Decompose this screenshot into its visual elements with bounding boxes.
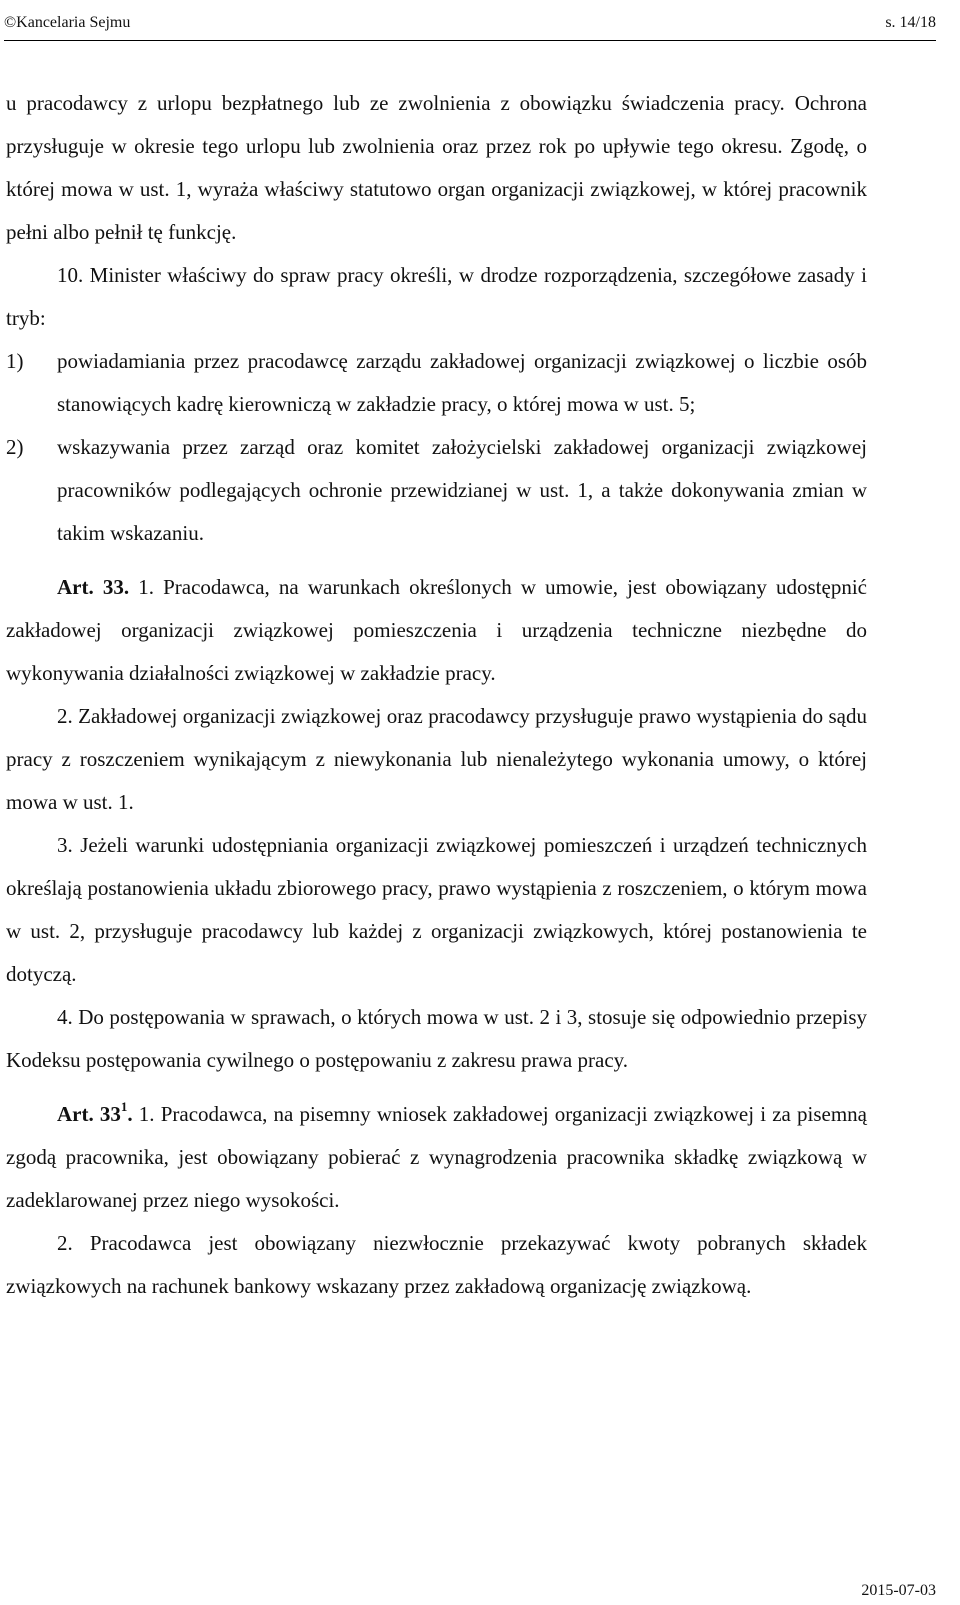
- article-33-1-paragraph-1: [6, 1093, 867, 1222]
- article-33-1-text: 1. Pracodawca, na pisemny wniosek zakładowej organizacji związkowej i za pisemną zgodą pracownika, jest obowiązany pobierać z wynagrodzenia pracownika składkę związkową w zadeklarowanej przez niego wysokości.: [6, 1102, 867, 1212]
- document-body: [6, 82, 867, 1308]
- article-33-label: Art. 33.: [57, 575, 130, 599]
- article-33-paragraph-2: 2. Zakładowej organizacji związkowej oraz pracodawcy przysługuje prawo wystąpienia do sądu pracy z roszczeniem wynikającym z niewykonania lub nienależytego wykonania umowy, o której mowa w ust. 1.: [6, 704, 867, 814]
- article-33-1-superscript: 1: [120, 1099, 128, 1114]
- article-33-1-label: [57, 1099, 133, 1126]
- list-item-text: wskazywania przez zarząd oraz komitet założycielski zakładowej organizacji związkowej pracowników podlegających ochronie przewidzianej w ust. 1, a także dokonywania zmian w takim wskazaniu.: [57, 435, 867, 545]
- list-item-number: 1): [6, 349, 24, 373]
- article-33-1-label-dot: .: [127, 1102, 133, 1126]
- paragraph-continuation: u pracodawcy z urlopu bezpłatnego lub ze zwolnienia z obowiązku świadczenia pracy. Ochrona przysługuje w okresie tego urlopu lub zwolnienia oraz przez rok po upływie tego okresu. Zgodę, o której mowa w ust. 1, wyraża właściwy statutowo organ organizacji związkowej, w której pracownik pełni albo pełnił tę funkcję.: [6, 91, 867, 244]
- article-33-text: 1. Pracodawca, na warunkach określonych w umowie, jest obowiązany udostępnić zakładowej organizacji związkowej pomieszczenia i urządzenia techniczne niezbędne do wykonywania działalności związkowej w zakładzie pracy.: [6, 575, 867, 685]
- list-item: [6, 340, 867, 426]
- header-page-number: s. 14/18: [885, 14, 936, 31]
- article-33-1-label-text: Art. 33: [57, 1102, 121, 1126]
- list-item-text: powiadamiania przez pracodawcę zarządu zakładowej organizacji związkowej o liczbie osób stanowiących kadrę kierowniczą w zakładzie pracy, o której mowa w ust. 5;: [57, 349, 867, 416]
- article-33-paragraph-3: 3. Jeżeli warunki udostępniania organizacji związkowej pomieszczeń i urządzeń technicznych określają postanowienia układu zbiorowego pracy, prawo wystąpienia z roszczeniem, o którym mowa w ust. 2, przysługuje pracodawcy lub każdej z organizacji związkowych, której postanowienia te dotyczą.: [6, 833, 867, 986]
- article-33-paragraph-1: [6, 566, 867, 695]
- article-33-1-paragraph-2: 2. Pracodawca jest obowiązany niezwłocznie przekazywać kwoty pobranych składek związkowych na rachunek bankowy wskazany przez zakładową organizację związkową.: [6, 1231, 867, 1298]
- header-copyright: ©Kancelaria Sejmu: [4, 14, 131, 31]
- list-item-number: 2): [6, 435, 24, 459]
- footer-date: 2015-07-03: [861, 1582, 936, 1599]
- list-item: [6, 426, 867, 555]
- paragraph-ust-10: 10. Minister właściwy do spraw pracy określi, w drodze rozporządzenia, szczegółowe zasady i tryb:: [6, 263, 867, 330]
- page-header: [4, 0, 936, 41]
- article-33-paragraph-4: 4. Do postępowania w sprawach, o których mowa w ust. 2 i 3, stosuje się odpowiednio przepisy Kodeksu postępowania cywilnego o postępowaniu z zakresu prawa pracy.: [6, 1005, 867, 1072]
